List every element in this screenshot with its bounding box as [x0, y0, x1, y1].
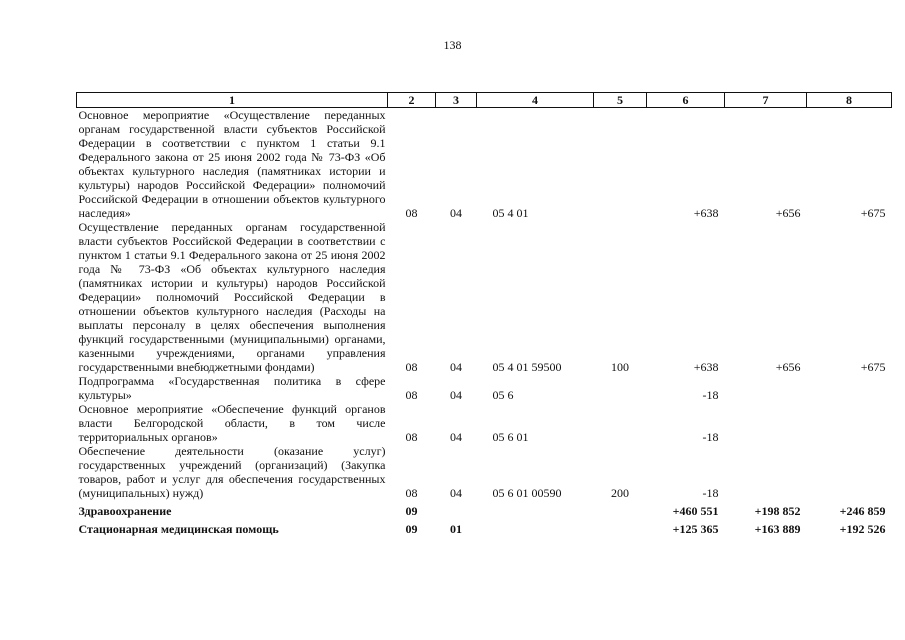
table-row	[77, 444, 892, 500]
row-subsection: 04	[450, 430, 462, 444]
row-amount-col6: -18	[702, 486, 719, 500]
table-row	[77, 518, 892, 536]
row-section: 08	[405, 430, 418, 444]
row-name: Подпрограмма «Государственная политика в сфере культуры»	[78, 374, 386, 402]
column-header-5: 5	[594, 93, 647, 108]
row-section: 08	[405, 388, 418, 402]
row-section: 08	[405, 486, 418, 500]
row-amount-col6: -18	[702, 430, 719, 444]
row-target-code: 05 6 01	[492, 430, 529, 444]
table-row	[77, 500, 892, 518]
row-subsection: 01	[450, 522, 462, 536]
row-name: Здравоохранение	[78, 504, 172, 518]
row-amount-col8	[807, 402, 892, 444]
column-header-1: 1	[77, 93, 388, 108]
row-amount-col8: +675	[860, 206, 886, 220]
row-amount-col7: +656	[775, 360, 801, 374]
row-expense-type	[594, 500, 647, 518]
row-subsection: 04	[450, 360, 462, 374]
row-expense-type: 200	[611, 486, 629, 500]
row-amount-col6: +125 365	[672, 522, 719, 536]
row-section: 09	[405, 522, 418, 536]
row-target-code	[477, 500, 594, 518]
table-row	[77, 108, 892, 221]
row-target-code: 05 4 01	[492, 206, 529, 220]
row-name: Основное мероприятие «Обеспечение функций органов власти Белгородской области, в том числе территориальных органов»	[78, 402, 386, 444]
row-section: 09	[405, 504, 418, 518]
row-amount-col6: +638	[693, 360, 719, 374]
row-name: Обеспечение деятельности (оказание услуг) государственных учреждений (организаций) (Закупка товаров, работ и услуг для обеспечения государственных (муниципальных) нужд)	[78, 444, 386, 500]
row-name: Основное мероприятие «Осуществление переданных органам государственной власти субъектов Российской Федерации в соответствии с пунктом 1 статьи 9.1 Федерального закона от 25 июня 2002 года № 73-ФЗ «Об объектах культурного наследия (памятниках истории и культуры) народов Российской Федерации» полномочий Российской Федерации в отношении объектов культурного наследия»	[78, 108, 386, 220]
row-target-code: 05 6	[492, 388, 514, 402]
row-name: Стационарная медицинская помощь	[78, 522, 279, 536]
row-target-code	[477, 518, 594, 536]
row-expense-type	[594, 402, 647, 444]
row-amount-col8: +246 859	[839, 504, 886, 518]
row-section: 08	[405, 360, 418, 374]
table-header-row	[77, 93, 892, 108]
row-subsection: 04	[450, 486, 462, 500]
row-amount-col7	[725, 374, 807, 402]
column-header-3: 3	[436, 93, 477, 108]
row-subsection: 04	[450, 388, 462, 402]
row-name: Осуществление переданных органам государственной власти субъектов Российской Федерации в соответствии с пунктом 1 статьи 9.1 Федерального закона от 25 июня 2002 года № 73-ФЗ «Об объектах культурного наследия (памятниках истории и культуры) народов Российской Федерации» полномочий Российской Федерации в отношении объектов культурного наследия (Расходы на выплаты персоналу в целях обеспечения выполнения функций государственными (муниципальными) органами, казенными учреждениями, органами управления государственными внебюджетными фондами)	[78, 220, 386, 374]
row-expense-type	[594, 374, 647, 402]
row-subsection	[436, 500, 477, 518]
row-amount-col6: -18	[702, 388, 719, 402]
row-amount-col7: +656	[775, 206, 801, 220]
table-row	[77, 402, 892, 444]
row-target-code: 05 6 01 00590	[492, 486, 562, 500]
row-amount-col6: +460 551	[672, 504, 719, 518]
row-target-code: 05 4 01 59500	[492, 360, 562, 374]
column-header-6: 6	[647, 93, 725, 108]
row-amount-col6: +638	[693, 206, 719, 220]
row-amount-col7: +198 852	[754, 504, 801, 518]
row-expense-type	[594, 518, 647, 536]
row-amount-col8	[807, 444, 892, 500]
column-header-4: 4	[477, 93, 594, 108]
row-expense-type: 100	[611, 360, 629, 374]
row-section: 08	[405, 206, 418, 220]
row-amount-col8: +675	[860, 360, 886, 374]
column-header-2: 2	[388, 93, 436, 108]
row-subsection: 04	[450, 206, 462, 220]
column-header-7: 7	[725, 93, 807, 108]
page-number: 138	[443, 38, 462, 52]
row-expense-type	[594, 108, 647, 221]
row-amount-col8: +192 526	[839, 522, 886, 536]
row-amount-col8	[807, 374, 892, 402]
budget-table	[76, 92, 892, 536]
table-row	[77, 374, 892, 402]
table-row	[77, 220, 892, 374]
row-amount-col7	[725, 444, 807, 500]
column-header-8: 8	[807, 93, 892, 108]
row-amount-col7: +163 889	[754, 522, 801, 536]
row-amount-col7	[725, 402, 807, 444]
